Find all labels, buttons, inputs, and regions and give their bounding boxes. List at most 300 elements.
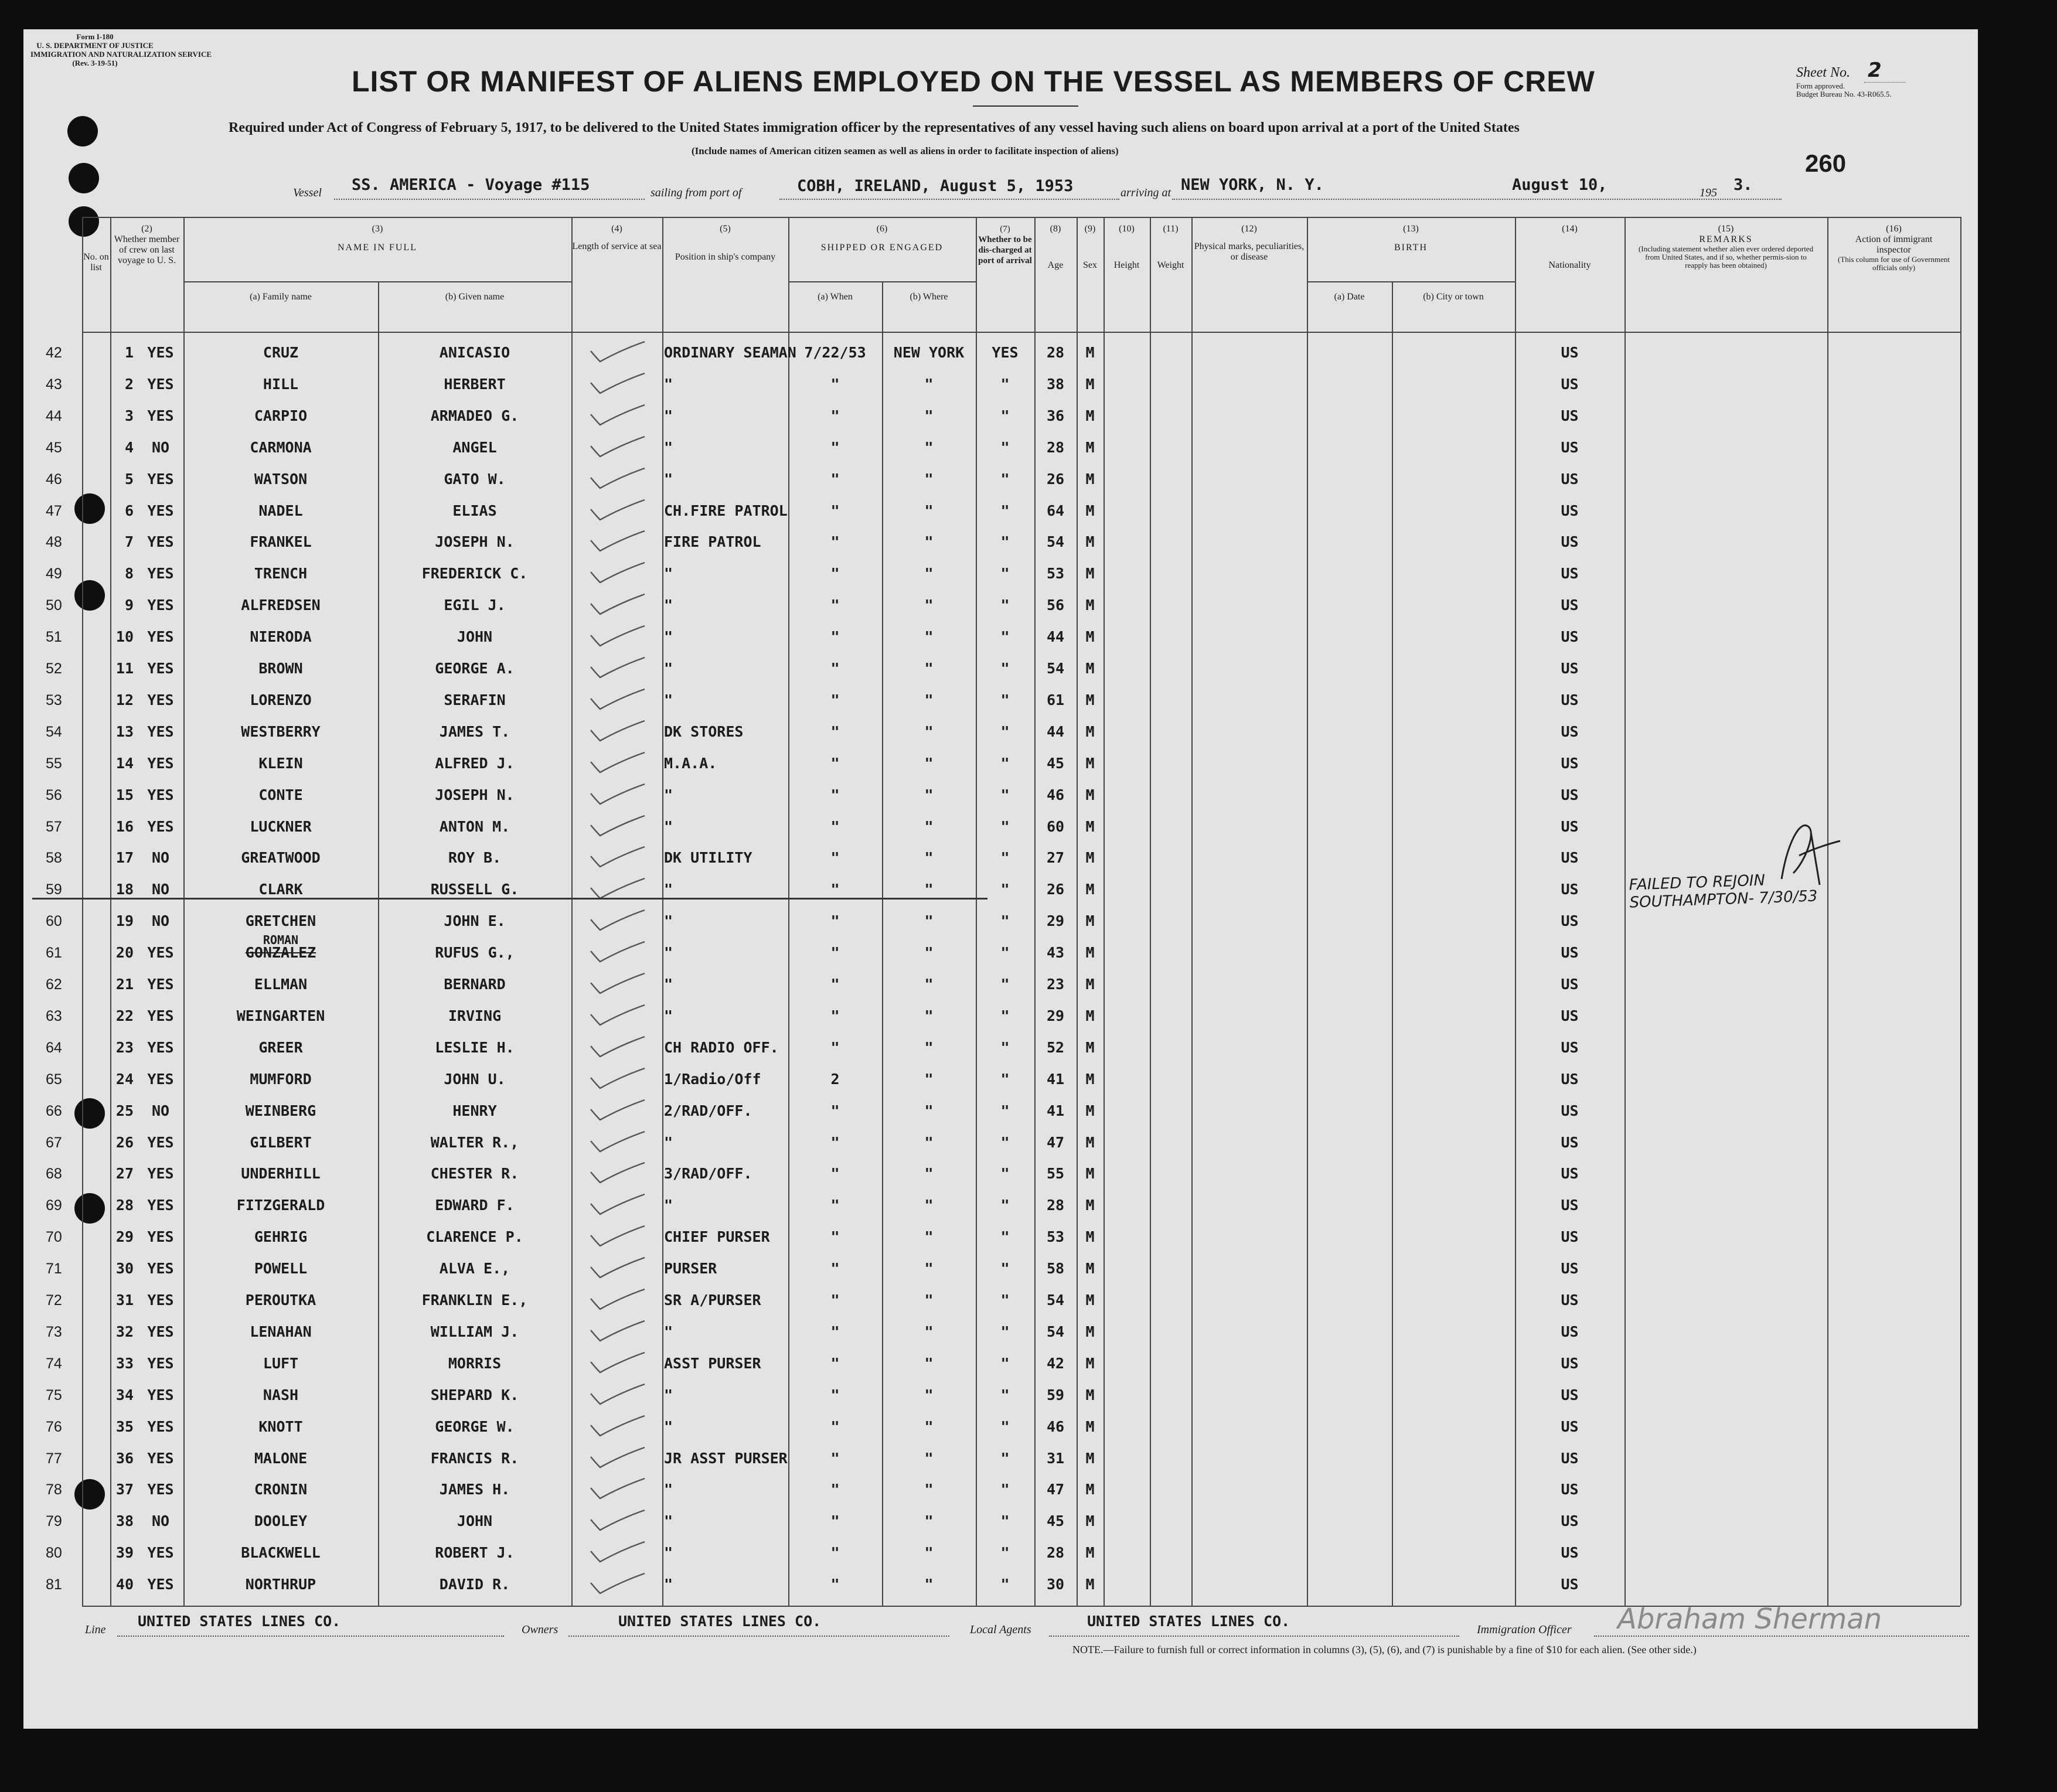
- cell-where: ": [924, 1449, 934, 1467]
- cell-crew: YES: [147, 1323, 174, 1340]
- cell-sex: M: [1085, 976, 1095, 993]
- cell-age: 59: [1046, 1386, 1065, 1403]
- cell-given: JOHN E.: [444, 912, 506, 930]
- cell-where: ": [924, 1386, 934, 1403]
- cell-given: ANGEL: [452, 438, 497, 456]
- cell-crew: YES: [147, 1133, 174, 1151]
- cell-family: GREATWOOD: [241, 849, 321, 867]
- cell-family: CARPIO: [254, 407, 308, 424]
- cell-given: FREDERICK C.: [421, 565, 528, 582]
- cell-crew: YES: [147, 1449, 174, 1467]
- line-number: 52: [46, 660, 62, 677]
- title-underline: [973, 105, 1078, 107]
- line-number: 61: [46, 945, 62, 962]
- vessel-underline: [334, 198, 645, 200]
- cell-pos: ": [664, 660, 673, 677]
- cell-pos: ": [664, 1544, 673, 1562]
- cell-family: ELLMAN: [254, 976, 308, 993]
- cell-sex: M: [1085, 1449, 1095, 1467]
- header-when: (a) When: [818, 292, 853, 302]
- line-number: 77: [46, 1450, 62, 1467]
- table-row: [46, 590, 1960, 621]
- cell-when: ": [830, 1418, 840, 1435]
- cell-no: 39: [115, 1544, 134, 1562]
- cell-where: ": [924, 1292, 934, 1309]
- table-row: [46, 495, 1960, 527]
- table-row: [46, 1000, 1960, 1032]
- cell-family: ALFREDSEN: [241, 597, 321, 614]
- cell-sex: M: [1085, 1576, 1095, 1593]
- line-number: 72: [46, 1292, 62, 1309]
- cell-family: WEINBERG: [245, 1102, 316, 1119]
- cell-sex: M: [1085, 1512, 1095, 1530]
- cell-when: ": [830, 1323, 840, 1340]
- cell-nat: US: [1561, 1133, 1579, 1151]
- check-mark-icon: [586, 559, 651, 588]
- cell-nat: US: [1561, 912, 1579, 930]
- check-mark-icon: [586, 370, 651, 399]
- cell-where: ": [924, 912, 934, 930]
- cell-crew: NO: [151, 881, 170, 898]
- cell-sex: M: [1085, 1323, 1095, 1340]
- cell-age: 41: [1046, 1070, 1065, 1088]
- cell-sex: M: [1085, 849, 1095, 867]
- cell-family: BROWN: [258, 660, 303, 677]
- cell-disch: ": [1000, 533, 1010, 551]
- table-row: [46, 811, 1960, 843]
- cell-crew: YES: [147, 1481, 174, 1498]
- cell-when: ": [830, 502, 840, 519]
- arrival-date: August 10,: [1512, 176, 1608, 194]
- header-birth: [1307, 224, 1515, 253]
- header-text: Whether to be dis-charged at port of arrival: [978, 235, 1032, 265]
- cell-where: ": [924, 502, 934, 519]
- check-mark-icon: [586, 1538, 651, 1568]
- cell-pos: PURSER: [664, 1260, 717, 1277]
- cell-nat: US: [1561, 1070, 1579, 1088]
- cell-where: ": [924, 1038, 934, 1056]
- cell-given: FRANKLIN E.,: [421, 1292, 528, 1309]
- cell-nat: US: [1561, 976, 1579, 993]
- check-mark-icon: [586, 843, 651, 873]
- remark-line-1: FAILED TO REJOIN: [1629, 871, 1766, 894]
- cell-age: 43: [1046, 944, 1065, 962]
- header-text: Height: [1113, 260, 1140, 270]
- cell-family: GRETCHEN: [245, 912, 316, 930]
- cell-age: 61: [1046, 691, 1065, 708]
- cell-family: PEROUTKA: [245, 1292, 316, 1309]
- cell-pos: DK STORES: [664, 723, 744, 740]
- cell-where: ": [924, 597, 934, 614]
- header-age: [1034, 224, 1077, 271]
- cell-pos: ": [664, 1133, 673, 1151]
- sailing-value: COBH, IRELAND, August 5, 1953: [797, 177, 1074, 195]
- cell-no: 18: [115, 881, 134, 898]
- cell-sex: M: [1085, 1165, 1095, 1183]
- cell-pos: ASST PURSER: [664, 1354, 761, 1372]
- cell-crew: YES: [147, 344, 174, 361]
- cell-no: 37: [115, 1481, 134, 1498]
- check-mark-icon: [586, 496, 651, 526]
- cell-when: ": [830, 1544, 840, 1562]
- cell-when: ": [830, 407, 840, 424]
- cell-given: BERNARD: [444, 976, 506, 993]
- cell-when: ": [830, 1481, 840, 1498]
- table-row: [46, 933, 1960, 969]
- cell-age: 29: [1046, 912, 1065, 930]
- cell-family: LORENZO: [250, 691, 312, 708]
- table-row: [46, 1127, 1960, 1159]
- header-text: Weight: [1157, 260, 1184, 270]
- cell-disch: ": [1000, 1481, 1010, 1498]
- cell-age: 36: [1046, 407, 1065, 424]
- cell-given: FRANCIS R.: [430, 1449, 519, 1467]
- cell-where: ": [924, 407, 934, 424]
- check-mark-icon: [586, 591, 651, 620]
- cell-family: WATSON: [254, 470, 308, 488]
- cell-given: HERBERT: [444, 375, 506, 393]
- check-mark-icon: [586, 970, 651, 999]
- cell-no: 34: [115, 1386, 134, 1403]
- table-row: [46, 400, 1960, 432]
- cell-given: ROY B.: [448, 849, 502, 867]
- cell-sex: M: [1085, 881, 1095, 898]
- cell-when: ": [830, 470, 840, 488]
- cell-given: GEORGE W.: [435, 1418, 515, 1435]
- cell-family: KNOTT: [258, 1418, 303, 1435]
- cell-nat: US: [1561, 1354, 1579, 1372]
- line-value: UNITED STATES LINES CO.: [138, 1613, 341, 1630]
- stamp-number: 260: [1805, 149, 1847, 177]
- cell-where: ": [924, 817, 934, 835]
- cell-where: ": [924, 754, 934, 772]
- cell-age: 42: [1046, 1354, 1065, 1372]
- cell-when: ": [830, 1133, 840, 1151]
- line-number: 64: [46, 1039, 62, 1056]
- cell-given: WALTER R.,: [430, 1133, 519, 1151]
- cell-when: ": [830, 1512, 840, 1530]
- check-mark-icon: [586, 1254, 651, 1283]
- table-row: [46, 653, 1960, 684]
- cell-crew: YES: [147, 1292, 174, 1309]
- cell-sex: M: [1085, 344, 1095, 361]
- cell-where: ": [924, 438, 934, 456]
- line-number: 79: [46, 1513, 62, 1530]
- cell-disch: YES: [992, 344, 1019, 361]
- cell-disch: ": [1000, 817, 1010, 835]
- cell-pos: 3/RAD/OFF.: [664, 1165, 752, 1183]
- cell-family: BLACKWELL: [241, 1544, 321, 1562]
- cell-crew: YES: [147, 1354, 174, 1372]
- cell-sex: M: [1085, 1544, 1095, 1562]
- table-row: [46, 1064, 1960, 1095]
- cell-family: KLEIN: [258, 754, 303, 772]
- cell-disch: ": [1000, 470, 1010, 488]
- cell-given: EDWARD F.: [435, 1197, 515, 1214]
- cell-where: NEW YORK: [893, 344, 965, 361]
- cell-nat: US: [1561, 375, 1579, 393]
- table-row: [46, 1505, 1960, 1537]
- cell-pos: ": [664, 817, 673, 835]
- header-text: Position in ship's company: [675, 252, 776, 262]
- cell-sex: M: [1085, 817, 1095, 835]
- check-mark-icon: [586, 875, 651, 904]
- cell-pos: ": [664, 1512, 673, 1530]
- cell-pos: M.A.A.: [664, 754, 717, 772]
- cell-family: NADEL: [258, 502, 303, 519]
- cell-given: ROBERT J.: [435, 1544, 515, 1562]
- cell-nat: US: [1561, 533, 1579, 551]
- header-family-name: (a) Family name: [250, 292, 312, 302]
- header-number: (13): [1403, 224, 1419, 234]
- cell-when: ": [830, 1228, 840, 1246]
- cell-age: 46: [1046, 786, 1065, 803]
- cell-age: 47: [1046, 1133, 1065, 1151]
- header-number: (15): [1718, 224, 1734, 234]
- cell-when: ": [830, 1576, 840, 1593]
- cell-when: ": [830, 817, 840, 835]
- cell-given: ALVA E.,: [439, 1260, 510, 1277]
- cell-when: ": [830, 1007, 840, 1024]
- cell-pos: ": [664, 1323, 673, 1340]
- cell-pos: ": [664, 944, 673, 962]
- cell-pos: ": [664, 565, 673, 582]
- cell-crew: YES: [147, 723, 174, 740]
- check-mark-icon: [586, 433, 651, 462]
- cell-when: 7/22/53: [804, 344, 866, 361]
- cell-no: 25: [115, 1102, 134, 1119]
- cell-nat: US: [1561, 1418, 1579, 1435]
- cell-nat: US: [1561, 628, 1579, 646]
- cell-no: 28: [115, 1197, 134, 1214]
- form-number: Form I-180: [76, 32, 114, 41]
- agents-underline: [1049, 1635, 1459, 1637]
- cell-age: 29: [1046, 1007, 1065, 1024]
- cell-disch: ": [1000, 407, 1010, 424]
- cell-age: 38: [1046, 375, 1065, 393]
- cell-no: 5: [124, 470, 134, 488]
- cell-crew: NO: [151, 1102, 170, 1119]
- line-number: 55: [46, 755, 62, 772]
- cell-nat: US: [1561, 754, 1579, 772]
- check-mark-icon: [586, 1570, 651, 1599]
- col-rule: [1960, 217, 1961, 1606]
- cell-when: ": [830, 754, 840, 772]
- cell-age: 47: [1046, 1481, 1065, 1498]
- header-discharged: [976, 224, 1034, 266]
- check-mark-icon: [586, 654, 651, 683]
- cell-disch: ": [1000, 1133, 1010, 1151]
- cell-disch: ": [1000, 944, 1010, 962]
- cell-when: ": [830, 660, 840, 677]
- cell-disch: ": [1000, 565, 1010, 582]
- cell-given: ANTON M.: [439, 817, 510, 835]
- line-number: 43: [46, 376, 62, 393]
- cell-when: ": [830, 723, 840, 740]
- cell-age: 60: [1046, 817, 1065, 835]
- header-number: (6): [876, 224, 888, 234]
- line-number: 60: [46, 913, 62, 930]
- check-mark-icon: [586, 907, 651, 936]
- sheet-number-value: 2: [1864, 59, 1905, 83]
- header-number: (9): [1084, 224, 1096, 234]
- check-mark-icon: [586, 401, 651, 431]
- cell-where: ": [924, 1102, 934, 1119]
- header-text: Whether member of crew on last voyage to U. S.: [114, 234, 180, 265]
- cell-sex: M: [1085, 1228, 1095, 1246]
- cell-no: 30: [115, 1260, 134, 1277]
- header-position: [662, 224, 788, 263]
- agents-label: Local Agents: [970, 1623, 1031, 1636]
- cell-disch: ": [1000, 660, 1010, 677]
- cell-when: ": [830, 1165, 840, 1183]
- cell-age: 54: [1046, 1292, 1065, 1309]
- cell-no: 8: [124, 565, 134, 582]
- cell-no: 22: [115, 1007, 134, 1024]
- cell-no: 14: [115, 754, 134, 772]
- cell-crew: NO: [151, 1512, 170, 1530]
- cell-nat: US: [1561, 1292, 1579, 1309]
- cell-given: CLARENCE P.: [426, 1228, 523, 1246]
- cell-given: RUFUS G.,: [435, 944, 515, 962]
- line-number: 62: [46, 976, 62, 993]
- cell-where: ": [924, 786, 934, 803]
- cell-family: WEINGARTEN: [236, 1007, 325, 1024]
- cell-sex: M: [1085, 438, 1095, 456]
- cell-pos: ": [664, 1481, 673, 1498]
- cell-nat: US: [1561, 502, 1579, 519]
- cell-where: ": [924, 1512, 934, 1530]
- cell-where: ": [924, 691, 934, 708]
- cell-given: JOHN: [457, 628, 493, 646]
- cell-given: HENRY: [452, 1102, 497, 1119]
- cell-age: 54: [1046, 660, 1065, 677]
- cell-sex: M: [1085, 502, 1095, 519]
- cell-no: 17: [115, 849, 134, 867]
- line-number: 69: [46, 1197, 62, 1214]
- line-number: 48: [46, 534, 62, 551]
- check-mark-icon: [586, 1286, 651, 1315]
- cell-pos: ": [664, 470, 673, 488]
- cell-nat: US: [1561, 1512, 1579, 1530]
- cell-when: ": [830, 533, 840, 551]
- cell-when: ": [830, 849, 840, 867]
- cell-when: ": [830, 565, 840, 582]
- cell-pos: CH RADIO OFF.: [664, 1038, 779, 1056]
- cell-family: LUFT: [263, 1354, 299, 1372]
- cell-crew: YES: [147, 976, 174, 993]
- cell-crew: YES: [147, 754, 174, 772]
- cell-pos: ": [664, 375, 673, 393]
- cell-family: NASH: [263, 1386, 299, 1403]
- header-where: (b) Where: [910, 292, 948, 302]
- line-number: 66: [46, 1102, 62, 1119]
- header-text: Nationality: [1548, 260, 1591, 270]
- cell-nat: US: [1561, 1165, 1579, 1183]
- cell-pos: CH.FIRE PATROL: [664, 502, 788, 519]
- cell-age: 26: [1046, 881, 1065, 898]
- cell-family: CARMONA: [250, 438, 312, 456]
- cell-disch: ": [1000, 1544, 1010, 1562]
- cell-no: 7: [124, 533, 134, 551]
- check-mark-icon: [586, 1159, 651, 1188]
- cell-family: CONTE: [258, 786, 303, 803]
- cell-no: 33: [115, 1354, 134, 1372]
- check-mark-icon: [586, 622, 651, 652]
- strike-through-line: [32, 898, 987, 900]
- cell-when: ": [830, 1102, 840, 1119]
- line-number: 76: [46, 1418, 62, 1435]
- cell-crew: YES: [147, 1576, 174, 1593]
- cell-nat: US: [1561, 1323, 1579, 1340]
- cell-sex: M: [1085, 597, 1095, 614]
- cell-when: ": [830, 691, 840, 708]
- table-row: [46, 526, 1960, 558]
- form-identifier: [30, 32, 212, 67]
- cell-sex: M: [1085, 1260, 1095, 1277]
- check-mark-icon: [586, 1444, 651, 1473]
- cell-disch: ": [1000, 1386, 1010, 1403]
- cell-pos: ": [664, 1418, 673, 1435]
- cell-nat: US: [1561, 565, 1579, 582]
- line-number: 50: [46, 597, 62, 614]
- cell-where: ": [924, 1418, 934, 1435]
- cell-nat: US: [1561, 881, 1579, 898]
- cell-no: 20: [115, 944, 134, 962]
- agency-name: U. S. DEPARTMENT OF JUSTICE: [36, 41, 154, 50]
- cell-nat: US: [1561, 1228, 1579, 1246]
- cell-disch: ": [1000, 691, 1010, 708]
- cell-given: JOSEPH N.: [435, 786, 515, 803]
- cell-disch: ": [1000, 1354, 1010, 1372]
- cell-sex: M: [1085, 565, 1095, 582]
- header-text: BIRTH: [1394, 243, 1428, 253]
- cell-family: CRONIN: [254, 1481, 308, 1498]
- cell-sex: M: [1085, 691, 1095, 708]
- header-remarks: [1625, 224, 1827, 270]
- cell-age: 26: [1046, 470, 1065, 488]
- cell-family: HILL: [263, 375, 299, 393]
- cell-disch: ": [1000, 1038, 1010, 1056]
- cell-given: ELIAS: [452, 502, 497, 519]
- table-row: [46, 1569, 1960, 1600]
- cell-pos: 1/Radio/Off: [664, 1070, 761, 1088]
- cell-no: 16: [115, 817, 134, 835]
- cell-nat: US: [1561, 944, 1579, 962]
- cell-disch: ": [1000, 881, 1010, 898]
- cell-pos: JR ASST PURSER: [664, 1449, 788, 1467]
- cell-no: 6: [124, 502, 134, 519]
- header-text: Sex: [1083, 260, 1097, 270]
- cell-where: ": [924, 470, 934, 488]
- header-inspector-action: [1827, 224, 1960, 272]
- check-mark-icon: [586, 938, 651, 967]
- table-row: [46, 1221, 1960, 1253]
- cell-no: 21: [115, 976, 134, 993]
- cell-disch: ": [1000, 1165, 1010, 1183]
- check-mark-icon: [586, 1096, 651, 1126]
- cell-crew: YES: [147, 1038, 174, 1056]
- table-row: [46, 464, 1960, 495]
- cell-family: GREER: [258, 1038, 303, 1056]
- cell-when: ": [830, 1292, 840, 1309]
- cell-age: 31: [1046, 1449, 1065, 1467]
- cell-no: 23: [115, 1038, 134, 1056]
- manifest-table: [46, 217, 1960, 1606]
- cell-when: ": [830, 1354, 840, 1372]
- cell-pos: ": [664, 1007, 673, 1024]
- table-row: [46, 1032, 1960, 1064]
